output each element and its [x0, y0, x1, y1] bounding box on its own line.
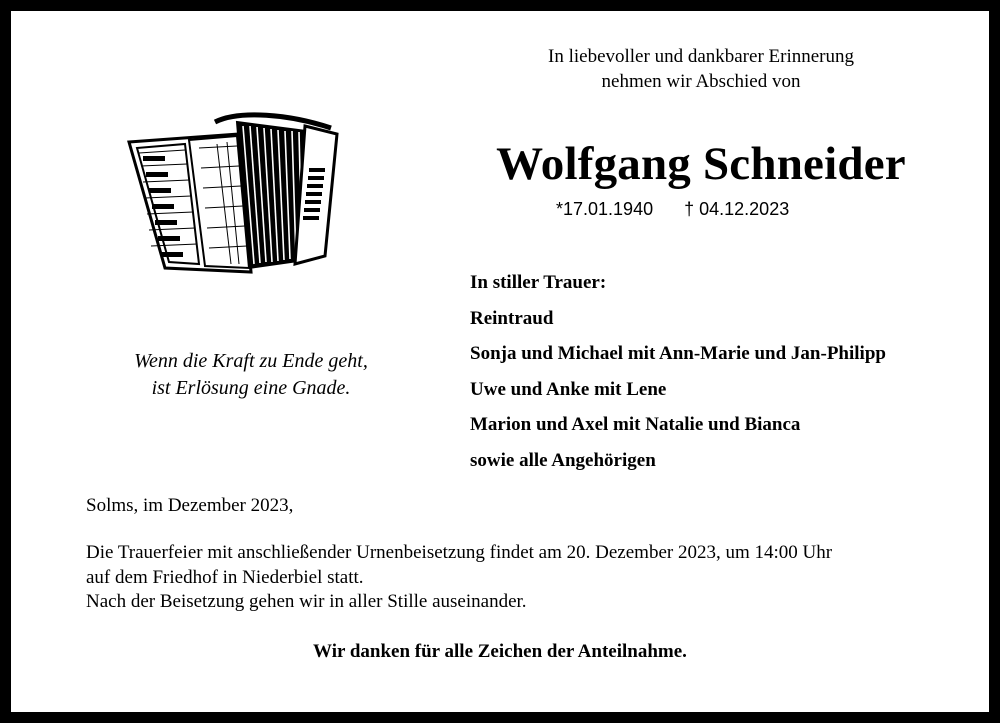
mourner-name: sowie alle Angehörigen: [470, 449, 656, 471]
intro-line-2: nehmen wir Abschied von: [601, 71, 801, 92]
ceremony-line-3: Nach der Beisetzung gehen wir in aller Stille auseinander.: [86, 591, 527, 612]
mourner-name: Uwe und Anke mit Lene: [470, 378, 667, 400]
thanks-line: Wir danken für alle Zeichen der Anteilnahme.: [313, 641, 687, 662]
mourners-heading: In stiller Trauer:: [470, 272, 607, 293]
birth-date: *17.01.1940: [556, 199, 654, 219]
intro-text: [481, 44, 921, 94]
ceremony-line-1: Die Trauerfeier mit anschließender Urnenbeisetzung findet am 20. Dezember 2023, um 14:00 Uhr: [86, 542, 833, 563]
mourners-block: [470, 265, 886, 478]
ceremony-line-2: auf dem Friedhof in Niederbiel statt.: [86, 566, 364, 588]
mourner-name: Sonja und Michael mit Ann-Marie und Jan-Philipp: [470, 343, 886, 364]
deceased-name: Wolfgang Schneider: [496, 138, 906, 190]
mourner-name: Marion und Axel mit Natalie und Bianca: [470, 414, 801, 435]
quote-line-2: ist Erlösung eine Gnade.: [151, 377, 351, 399]
place-date: Solms, im Dezember 2023,: [86, 495, 294, 516]
mourner-name: Reintraud: [470, 307, 554, 329]
quote: [91, 348, 411, 402]
accordion-icon: [119, 108, 341, 283]
death-date: † 04.12.2023: [684, 199, 790, 219]
intro-line-1: In liebevoller und dankbarer Erinnerung: [548, 46, 854, 67]
quote-line-1: Wenn die Kraft zu Ende geht,: [134, 350, 368, 372]
ceremony-info: [86, 541, 832, 615]
life-dates: [556, 199, 789, 220]
